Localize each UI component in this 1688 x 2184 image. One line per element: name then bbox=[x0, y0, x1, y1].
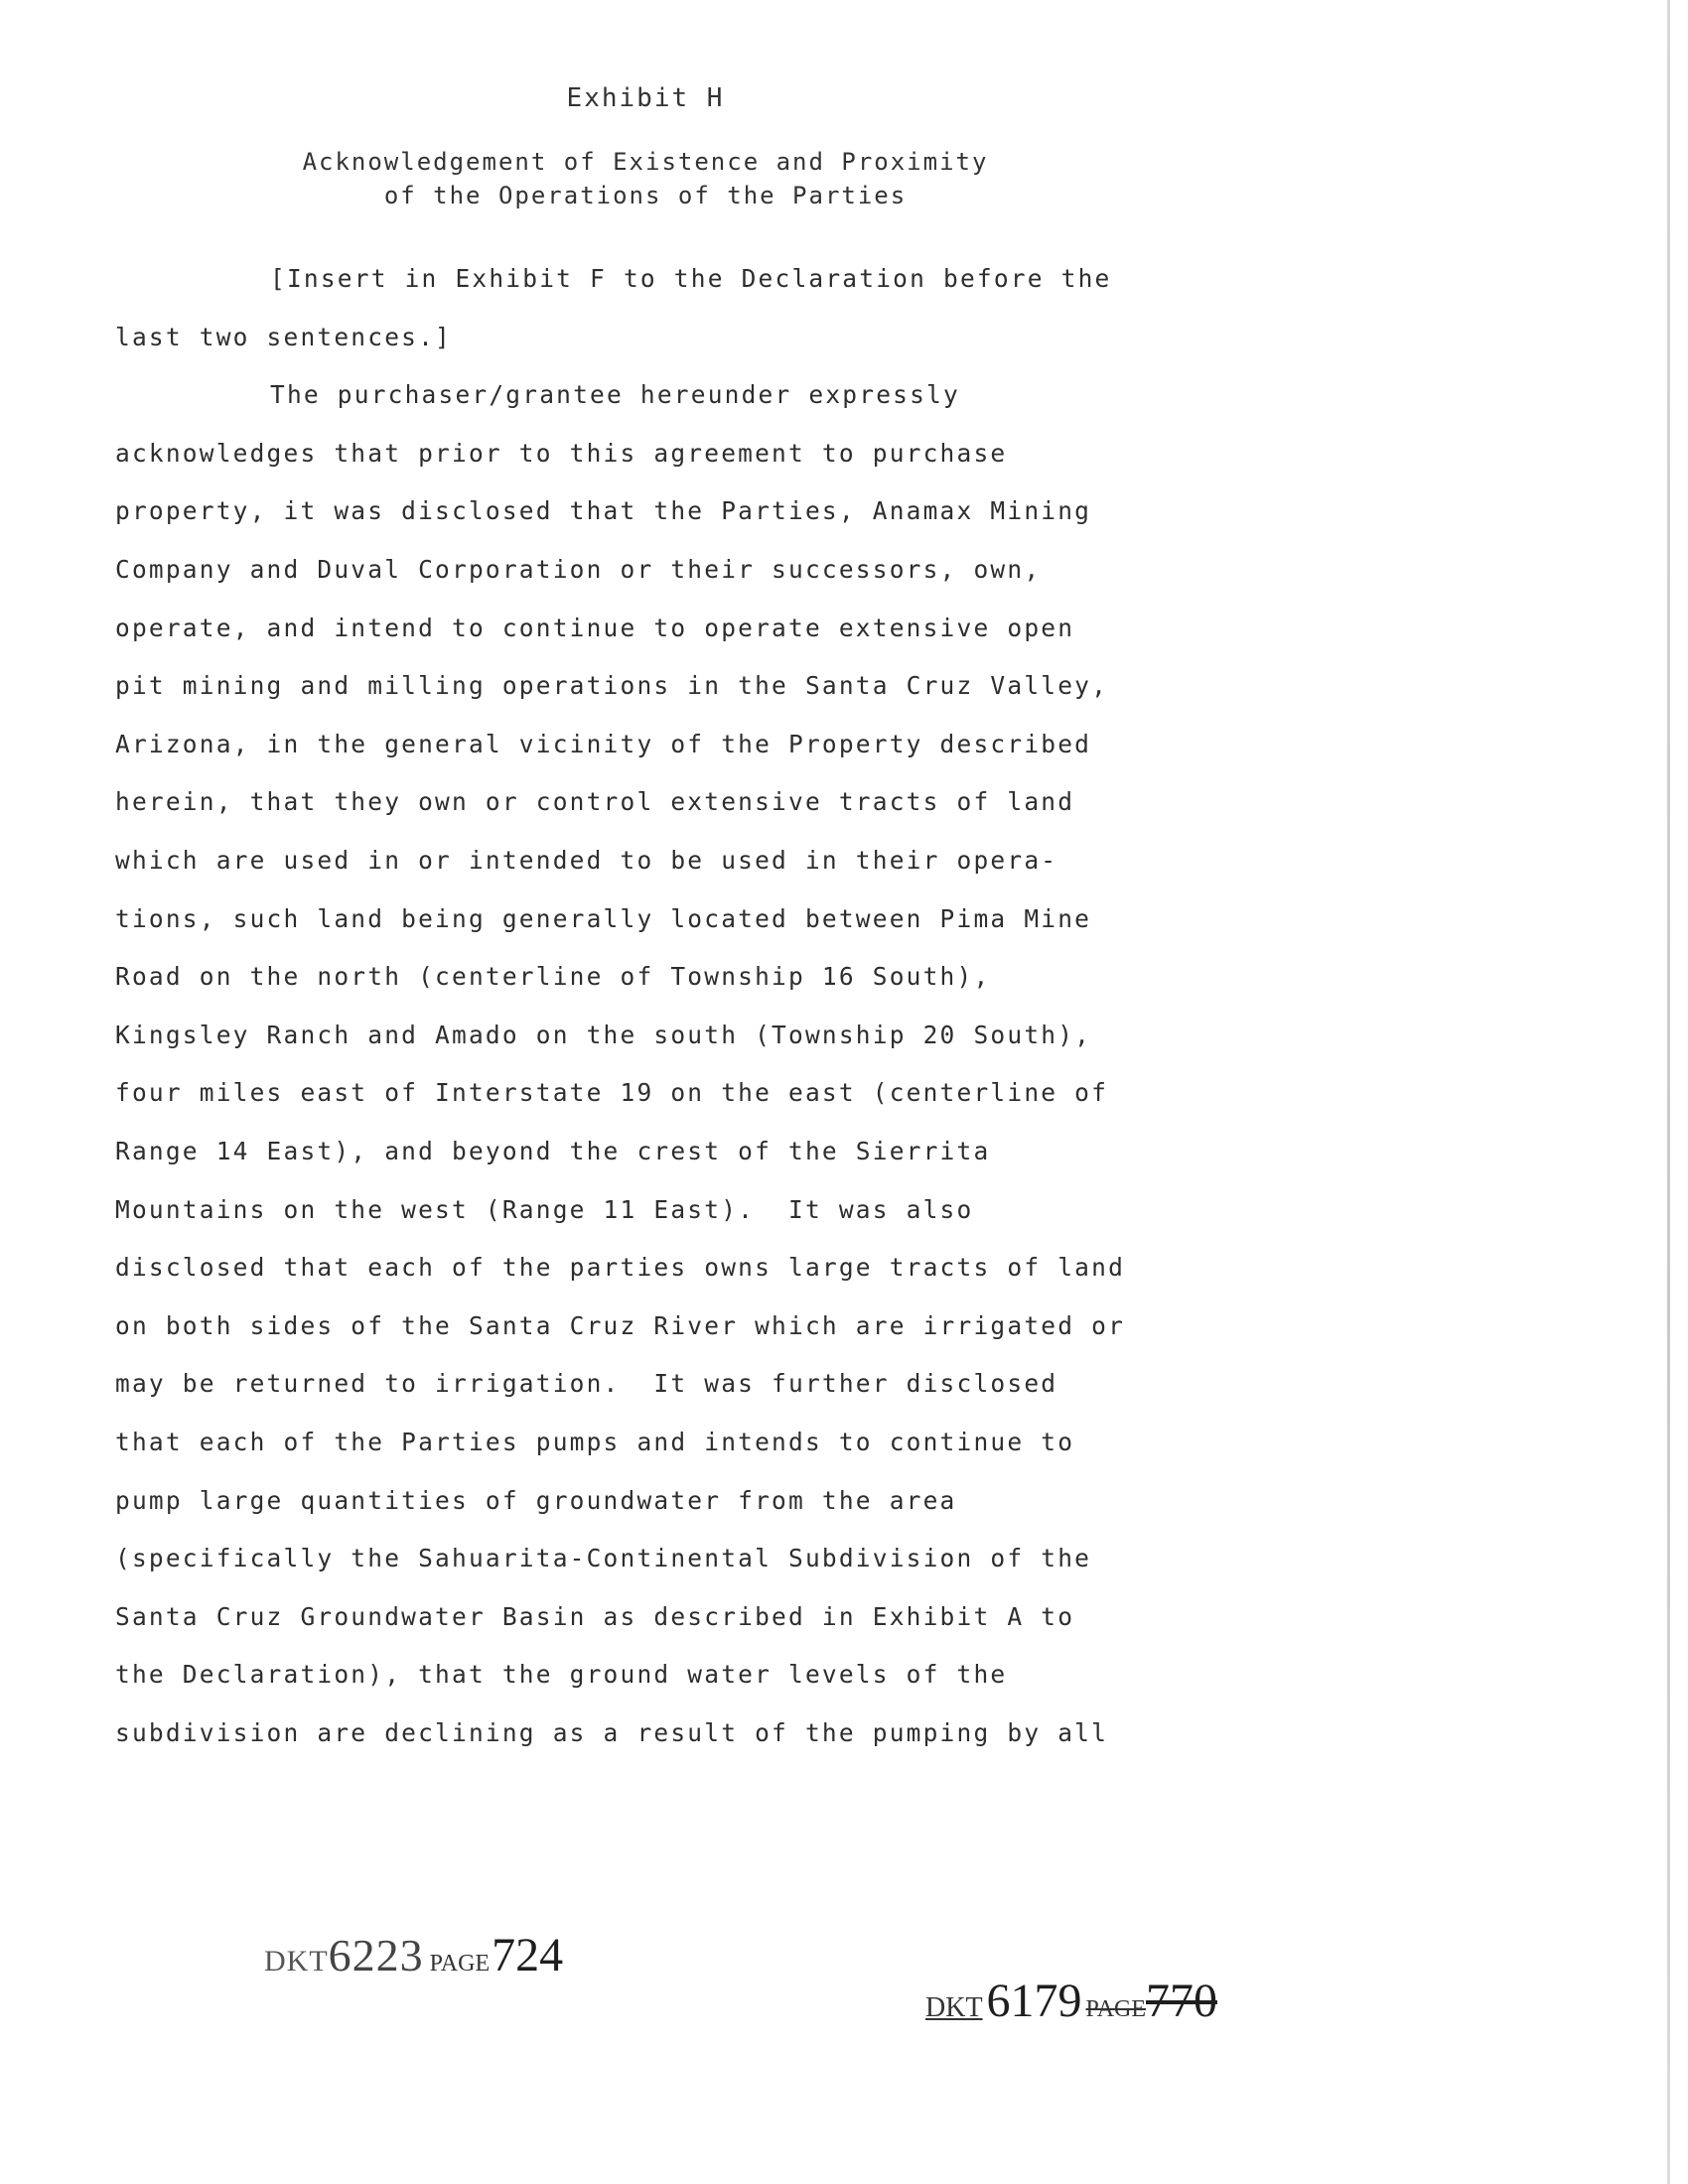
exhibit-title: Exhibit H bbox=[566, 83, 725, 113]
exhibit-subtitle-line-1: Acknowledgement of Existence and Proximity bbox=[302, 148, 989, 176]
body-text-line: pit mining and milling operations in the Santa Cruz Valley, bbox=[115, 671, 1109, 701]
body-text-line: that each of the Parties pumps and intends to continue to bbox=[115, 1428, 1075, 1456]
recording-stamp-docket-page bbox=[264, 1928, 563, 1982]
body-text-line: disclosed that each of the parties owns large tracts of land bbox=[115, 1253, 1126, 1283]
body-text-line: Road on the north (centerline of Township 16 South), bbox=[115, 962, 991, 992]
body-text-line: subdivision are declining as a result of the pumping by all bbox=[115, 1718, 1109, 1747]
stamp-page-label: PAGE bbox=[429, 1951, 491, 1977]
body-text-line: herein, that they own or control extensive tracts of land bbox=[115, 787, 1075, 817]
body-text-line: (specifically the Sahuarita-Continental Subdivision of the bbox=[115, 1544, 1092, 1573]
stamp-prefix: DKT bbox=[925, 1992, 983, 2023]
stamp-page-number: 770 bbox=[1146, 1975, 1218, 2027]
body-text-line: Arizona, in the general vicinity of the Property described bbox=[115, 729, 1092, 758]
page-edge-shadow bbox=[1667, 0, 1670, 2184]
body-text-line: acknowledges that prior to this agreement to purchase bbox=[115, 438, 1008, 468]
body-text-line: last two sentences.] bbox=[115, 322, 453, 351]
body-text-line: Mountains on the west (Range 11 East). It was also bbox=[115, 1194, 974, 1224]
body-text-line: which are used in or intended to be used in their opera- bbox=[115, 846, 1058, 875]
exhibit-subtitle-line-2: of the Operations of the Parties bbox=[383, 182, 908, 209]
body-text-line: the Declaration), that the ground water levels of the bbox=[115, 1660, 1008, 1690]
stamp-book-number: 6223 bbox=[328, 1930, 424, 1980]
body-text-line: pump large quantities of groundwater from the area bbox=[115, 1485, 957, 1515]
stamp-page-number: 724 bbox=[492, 1929, 564, 1981]
body-text-line: may be returned to irrigation. It was further disclosed bbox=[115, 1369, 1058, 1399]
body-text-line: The purchaser/grantee hereunder expressly bbox=[270, 380, 960, 410]
body-text-line: Company and Duval Corporation or their successors, own, bbox=[115, 555, 1042, 584]
body-text-line: tions, such land being generally located between Pima Mine bbox=[115, 903, 1092, 933]
stamp-book-number: 6179 bbox=[986, 1975, 1082, 2027]
recording-stamp-original-docket-page bbox=[925, 1974, 1217, 2028]
body-text-line: on both sides of the Santa Cruz River which are irrigated or bbox=[115, 1310, 1126, 1340]
body-text-line: property, it was disclosed that the Parties, Anamax Mining bbox=[115, 496, 1092, 526]
body-text-line: operate, and intend to continue to operate extensive open bbox=[115, 613, 1075, 642]
body-text-line: four miles east of Interstate 19 on the east (centerline of bbox=[115, 1078, 1109, 1108]
stamp-prefix: DKT bbox=[264, 1945, 329, 1978]
body-text-line: Santa Cruz Groundwater Basin as described in Exhibit A to bbox=[115, 1601, 1075, 1631]
stamp-page-label: PAGE bbox=[1085, 1996, 1147, 2022]
body-text-line: Kingsley Ranch and Amado on the south (Township 20 South), bbox=[115, 1020, 1092, 1049]
body-text-line: [Insert in Exhibit F to the Declaration before the bbox=[270, 264, 1112, 293]
body-text-line: Range 14 East), and beyond the crest of the Sierrita bbox=[115, 1137, 991, 1165]
